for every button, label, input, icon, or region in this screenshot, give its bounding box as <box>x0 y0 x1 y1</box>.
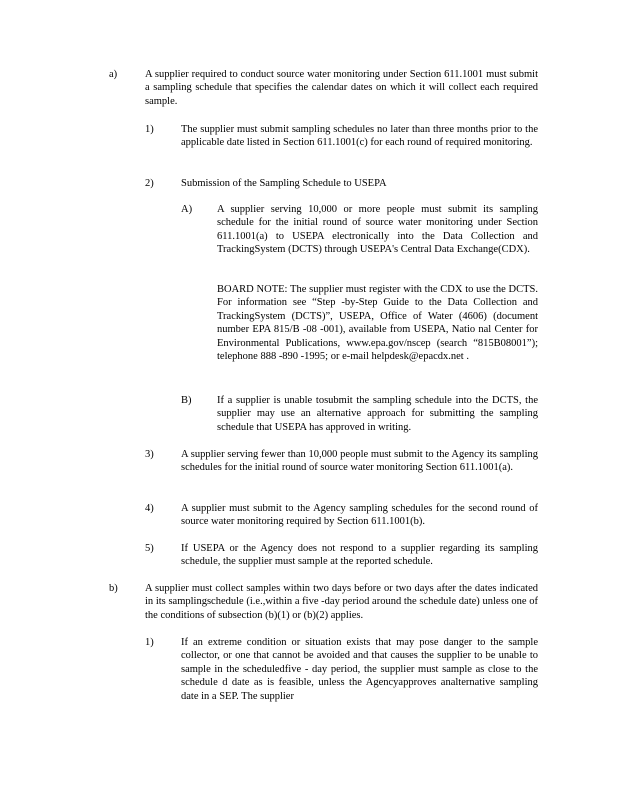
section-a-text: A supplier required to conduct source water monitoring under Section 611.1001 must submit a sampling schedule that specifies the calendar dates on which it will collect each required sample. <box>145 69 538 107</box>
item-a5-label: 5) <box>145 543 154 554</box>
item-a2-text: Submission of the Sampling Schedule to USEPA <box>181 178 387 189</box>
section-b-text: A supplier must collect samples within two days before or two days after the dates indicated in its samplingschedule (i.e.,within a five -day period around the schedule date) unless one of the conditions of subsection (b)(1) or (b)(2) applies. <box>145 583 538 621</box>
item-a3-text: A supplier serving fewer than 10,000 people must submit to the Agency its sampling schedules for the initial round of source water monitoring Section 611.1001(a). <box>181 449 538 474</box>
board-note: BOARD NOTE: The supplier must register with the CDX to use the DCTS. For information see “Step -by-Step Guide to the Data Collection and TrackingSystem (DCTS)”, USEPA, Office of Water (4606) (document number EPA 815/B -08 -001), available from USEPA, Natio nal Center for Environmental Publications, www.epa.gov/nscep (search “815B08001”); telephone 888 -890 -1995; or e-mail helpdesk@epacdx.net . <box>217 284 538 363</box>
item-a1-text: The supplier must submit sampling schedules no later than three months prior to the applicable date listed in Section 611.1001(c) for each round of required monitoring. <box>181 124 538 149</box>
item-b1-label: 1) <box>145 637 154 648</box>
section-a-label: a) <box>109 69 118 80</box>
subitem-a2a-text: A supplier serving 10,000 or more people must submit its sampling schedule for the initial round of source water monitoring under Section 611.1001(a) to USEPA electronically into the Data Collection and TrackingSystem (DCTS) through USEPA's Central Data Exchange(CDX). <box>217 204 538 256</box>
item-a4-text: A supplier must submit to the Agency sampling schedules for the second round of source water monitoring required by Section 611.1001(b). <box>181 503 538 528</box>
item-a3-label: 3) <box>145 449 154 460</box>
section-b-label: b) <box>109 583 118 594</box>
item-a1-label: 1) <box>145 124 154 135</box>
item-a5-text: If USEPA or the Agency does not respond to a supplier regarding its sampling schedule, the supplier must sample at the reported schedule. <box>181 543 538 568</box>
subitem-a2b-label: B) <box>181 395 192 406</box>
item-b1-text: If an extreme condition or situation exists that may pose danger to the sample collector, or one that cannot be avoided and that causes the supplier to be unable to sample in the scheduledfive - day period, the supplier must sample as close to the schedule d date as is feasible, unless the Agencyapproves analternative sampling date in a SEP. The supplier <box>181 637 538 702</box>
item-a4-label: 4) <box>145 503 154 514</box>
subitem-a2a-label: A) <box>181 204 193 215</box>
item-a2-label: 2) <box>145 178 154 189</box>
subitem-a2b-text: If a supplier is unable tosubmit the sampling schedule into the DCTS, the supplier may use an alternative approach for submitting the sampling schedule that USEPA has approved in writing. <box>217 395 538 433</box>
